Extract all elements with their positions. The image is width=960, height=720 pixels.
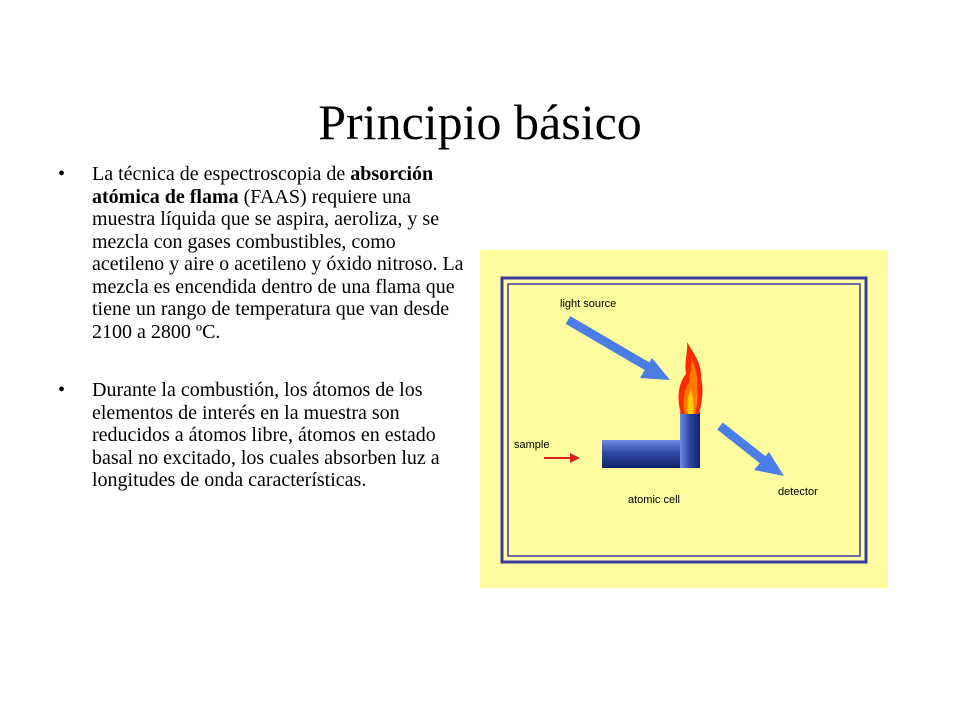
label-atomic-cell: atomic cell [628, 494, 680, 506]
light-source-arrow [568, 320, 670, 380]
bullet-item [58, 163, 470, 343]
bullet-item [58, 379, 470, 492]
sample-arrow [544, 453, 580, 463]
label-light-source: light source [560, 298, 617, 310]
bullet-marker: • [58, 379, 66, 401]
flame-icon [679, 342, 703, 414]
bullet-text-post: (FAAS) requiere una muestra líquida que se aspira, aeroliza, y se mezcla con gases combustibles, como acetileno y aire o acetileno y óxido nitroso. La mezcla es encendida dentro de una flama que tiene un rango de temperatura que van desde 2100 a 2800 ºC. [92, 185, 464, 343]
label-detector: detector [778, 486, 818, 498]
atomic-cell-tube [602, 412, 700, 468]
bullet-marker: • [58, 163, 66, 185]
aas-diagram-svg [480, 250, 888, 588]
bullet-text-pre: La técnica de espectroscopia de [92, 163, 351, 185]
slide-title: Principio básico [318, 94, 642, 150]
bullet-text: Durante la combustión, los átomos de los elementos de interés en la muestra son reducidos a átomos libre, átomos en estado basal no excitado, los cuales absorben luz a longitudes de onda características. [92, 379, 440, 491]
detector-arrow [720, 426, 784, 476]
bullet-text-bold: absorción atómica de flama [92, 163, 434, 208]
label-sample: sample [514, 439, 550, 451]
bullet-list [58, 163, 470, 492]
aas-diagram [480, 250, 888, 588]
